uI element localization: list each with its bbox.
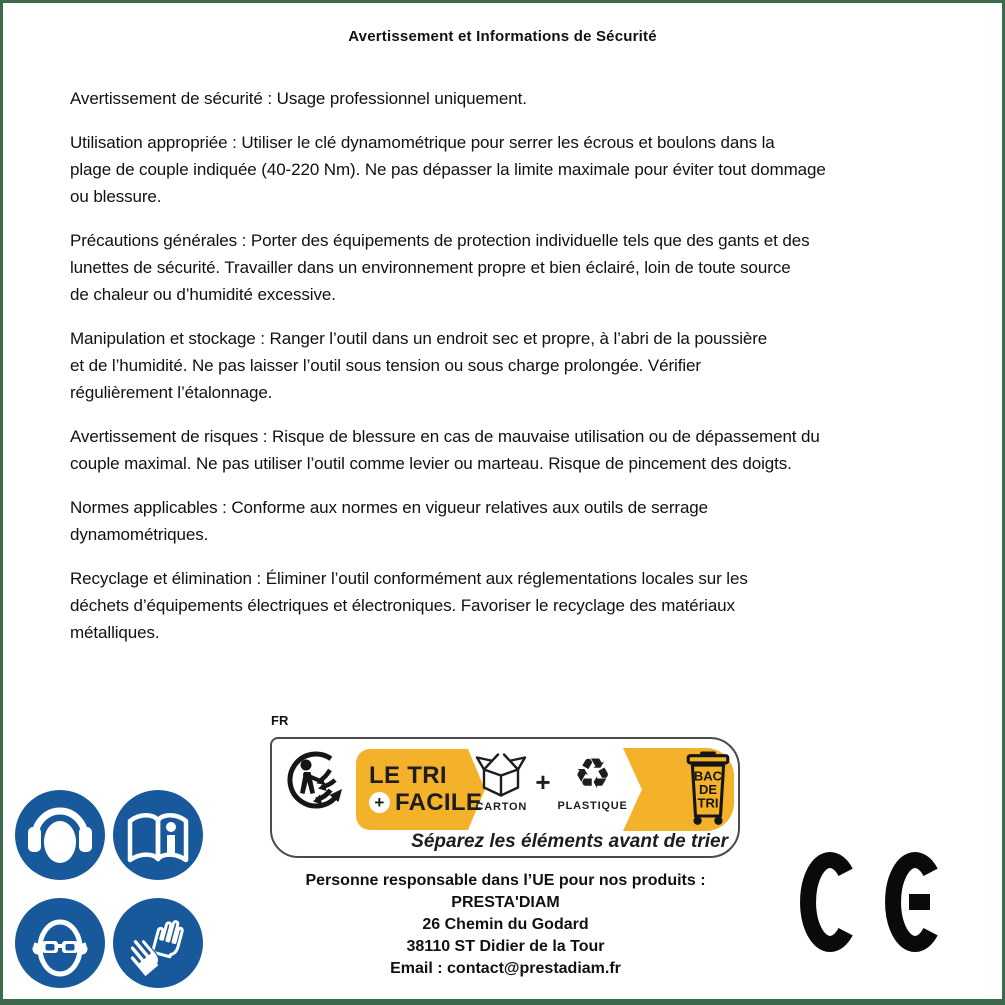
paragraph-line: dynamométriques.	[70, 525, 209, 544]
paragraph-applicable-standards	[70, 494, 988, 548]
paragraph-line: Recyclage et élimination : Éliminer l’outil conformément aux réglementations locales sur les	[70, 569, 748, 588]
paragraph-line: déchets d’équipements électriques et électroniques. Favoriser le recyclage des matériaux	[70, 596, 735, 615]
paragraph-line: régulièrement l’étalonnage.	[70, 383, 273, 402]
responsible-person-block	[253, 870, 758, 980]
paragraph-line: Avertissement de risques : Risque de blessure en cas de mauvaise utilisation ou de dépassement du	[70, 427, 820, 446]
materials-row	[472, 751, 630, 813]
paragraph-line: Utilisation appropriée : Utiliser le clé dynamométrique pour serrer les écrous et boulons dans la	[70, 133, 775, 152]
responsible-line: Personne responsable dans l’UE pour nos produits :	[305, 872, 706, 889]
wear-ear-protection-icon	[15, 790, 105, 880]
plastic-recycle-icon: ♻	[573, 749, 612, 798]
paragraph-line: plage de couple indiquée (40-220 Nm). Ne pas dépasser la limite maximale pour éviter tout dommage	[70, 160, 826, 179]
sorting-bin-icon	[682, 751, 734, 829]
company-name: PRESTA'DIAM	[451, 894, 560, 911]
tri-label-tagline	[369, 762, 482, 816]
tagline-line1: LE TRI	[369, 762, 447, 789]
plus-circle-icon: +	[369, 792, 390, 813]
info-tri-recycling-label	[270, 737, 740, 858]
material-caption: CARTON	[475, 801, 528, 813]
wear-eye-protection-icon	[15, 898, 105, 988]
wear-protective-gloves-icon	[113, 898, 203, 988]
carton-box-icon	[474, 751, 528, 798]
triman-icon	[285, 748, 347, 812]
page-title: Avertissement et Informations de Sécurité	[348, 28, 657, 45]
paragraph-proper-use	[70, 129, 988, 210]
paragraph-line: Normes applicables : Conforme aux normes en vigueur relatives aux outils de serrage	[70, 498, 709, 517]
bin-text-line: BAC	[693, 768, 723, 784]
tagline-line2: FACILE	[395, 789, 483, 816]
paragraph-line: et de l’humidité. Ne pas laisser l’outil sous tension ou sous charge prolongée. Vérifier	[70, 356, 701, 375]
paragraph-line: Précautions générales : Porter des équipements de protection individuelle tels que des gants et des	[70, 231, 810, 250]
material-caption: PLASTIQUE	[557, 800, 628, 812]
country-code-label: FR	[271, 713, 289, 728]
paragraph-safety-warning	[70, 85, 988, 112]
paragraph-line: ou blessure.	[70, 187, 162, 206]
safety-text	[70, 85, 988, 663]
paragraph-line: lunettes de sécurité. Travailler dans un environnement propre et bien éclairé, loin de toute source	[70, 258, 791, 277]
email-line: Email : contact@prestadiam.fr	[390, 960, 621, 977]
paragraph-line: Manipulation et stockage : Ranger l’outil dans un endroit sec et propre, à l’abri de la poussière	[70, 329, 768, 348]
bin-text-line: TRI	[697, 795, 719, 811]
bin-text-line: DE	[698, 782, 718, 798]
paragraph-line: métalliques.	[70, 623, 160, 642]
paragraph-line: Avertissement de sécurité : Usage professionnel uniquement.	[70, 89, 527, 108]
paragraph-handling-storage	[70, 325, 988, 406]
sorting-instruction: Séparez les éléments avant de trier	[411, 831, 728, 852]
paragraph-line: de chaleur ou d’humidité excessive.	[70, 285, 336, 304]
paragraph-recycling-disposal	[70, 565, 988, 646]
paragraph-line: couple maximal. Ne pas utiliser l’outil comme levier ou marteau. Risque de pincement des doigts.	[70, 454, 792, 473]
plus-separator: +	[535, 767, 551, 797]
paragraph-general-precautions	[70, 227, 988, 308]
address-line: 26 Chemin du Godard	[422, 916, 589, 933]
read-instruction-manual-icon	[113, 790, 203, 880]
ce-marking-icon	[800, 847, 950, 957]
paragraph-risk-warning	[70, 423, 988, 477]
address-line: 38110 ST Didier de la Tour	[406, 938, 605, 955]
